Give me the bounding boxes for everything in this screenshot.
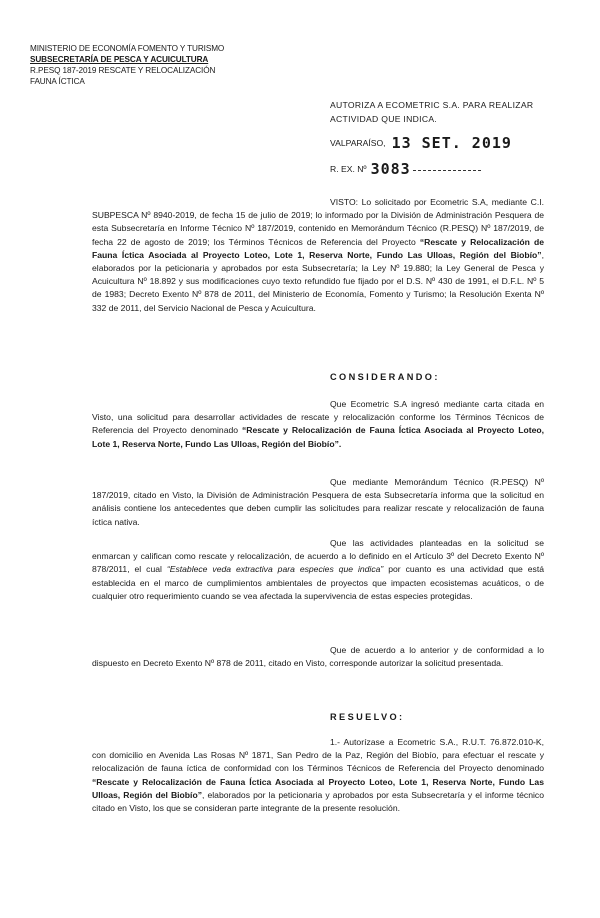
considerando-heading: CONSIDERANDO:	[330, 372, 440, 382]
reference-code: R.PESQ 187-2019 RESCATE Y RELOCALIZACIÓN	[30, 66, 216, 75]
considerando-3-text-b: por cuanto es una actividad que está establecida en el marco de cumplimientos ambientales de proyectos que impacten ecosistemas acuáticos, o de cualquier otro requerimiento cuando se vea afectada la supervivencia de estas especies protegidas.	[92, 564, 544, 601]
considerando-paragraph-4: Que de acuerdo a lo anterior y de conformidad a lo dispuesto en Decreto Exento Nº 878 de 2011, citado en Visto, corresponde autorizar la solicitud presentada.	[92, 645, 544, 669]
resuelvo-1-text: 1.- Autorízase a Ecometric S.A., R.U.T. 76.872.010-K, con domicilio en Avenida Las Rosas Nº 1871, San Pedro de la Paz, Región del Biobío, para efectuar el rescate y relocalización de fauna íctica de conformidad con los Términos Técnicos de Referencia del Proyecto denominado	[92, 737, 544, 774]
resuelvo-1-rest: , elaborados por la peticionaria y aprobados por esta Subsecretaría y el informe técnico citado en Visto, los que se consideran parte integrante de la presente resolución.	[92, 789, 544, 814]
date-stamp: 13 SET. 2019	[391, 134, 512, 152]
reference-code-line2: FAUNA ÍCTICA	[30, 77, 85, 86]
considerando-paragraph-2: Que mediante Memorándum Técnico (R.PESQ) Nº 187/2019, citado en Visto, la División de Administración Pesquera de esta Subsecretaría informa que la solicitud en análisis contiene los antecedentes que deben cumplir las solicitudes para realizar rescate y relocalización de fauna íctica nativa.	[92, 477, 544, 527]
rex-underline	[413, 170, 481, 171]
date-line	[330, 134, 512, 152]
visto-paragraph	[92, 196, 544, 315]
considerando-3-quote: “Establece veda extractiva para especies que indica”	[166, 564, 384, 575]
resolution-subject: AUTORIZA A ECOMETRIC S.A. PARA REALIZAR ACTIVIDAD QUE INDICA.	[330, 100, 534, 124]
resuelvo-paragraph-1	[92, 736, 544, 815]
ministry-name: MINISTERIO DE ECONOMÍA FOMENTO Y TURISMO	[30, 44, 225, 53]
considerando-paragraph-1	[92, 398, 544, 451]
subsecretaria-name: SUBSECRETARÍA DE PESCA Y ACUICULTURA	[30, 55, 209, 64]
letterhead	[30, 43, 290, 87]
rex-label: R. EX. Nº	[330, 164, 367, 174]
visto-project-name: “Rescate y Relocalización de Fauna Íctica Asociada al Proyecto Loteo, Lote 1, Reserva Norte, Fundo Las Ulloas, Región del Biobío”	[92, 236, 544, 260]
visto-intro: VISTO: Lo solicitado por Ecometric S.A, mediante C.I. SUBPESCA Nº 8940-2019, de fecha 15 de julio de 2019; lo informado por la División de Administración Pesquera de esta Subsecretaría en Informe Técnico Nº 187/2019, contenido en Memorándum Técnico (R.PESQ) Nº 187/2019, de fecha 22 de agosto de 2019; los Términos Técnicos de Referencia del Proyecto	[92, 197, 544, 247]
rex-number: 3083	[370, 160, 411, 178]
considerando-1-project: “Rescate y Relocalización de Fauna Íctica Asociada al Proyecto Loteo, Lote 1, Reserva Norte, Fundo Las Ulloas, Región del Biobío”.	[92, 425, 544, 449]
date-place: VALPARAÍSO,	[330, 138, 386, 148]
considerando-paragraph-3	[92, 537, 544, 603]
resuelvo-1-project: “Rescate y Relocalización de Fauna Íctica Asociada al Proyecto Loteo, Lote 1, Reserva Norte, Fundo Las Ulloas, Región del Biobío”	[92, 776, 544, 800]
resolution-number-line	[330, 160, 481, 178]
considerando-3-text-a: Que las actividades planteadas en la solicitud se enmarcan y califican como rescate y relocalización, de acuerdo a lo definido en el Artículo 3º del Decreto Exento Nº 878/2011, el cual	[92, 538, 544, 575]
resuelvo-heading: RESUELVO:	[330, 712, 405, 722]
considerando-1-text: Que Ecometric S.A ingresó mediante carta citada en Visto, una solicitud para desarrollar actividades de rescate y relocalización conforme los Términos Técnicos de Referencia del Proyecto denominado	[92, 399, 544, 436]
visto-rest: , elaborados por la peticionaria y aprobados por esta Subsecretaría; la Ley Nº 19.880; la Ley General de Pesca y Acuicultura Nº 18.892 y sus modificaciones cuyo texto refundido fue fijado por el D.S. Nº 430 de 1991, el D.F.L. Nº 5 de 1983; Decreto Exento Nº 878 de 2011, del Ministerio de Economía, Fomento y Turismo; la Resolución Exenta Nº 332 de 2011, del Servicio Nacional de Pesca y Acuicultura.	[92, 249, 544, 313]
